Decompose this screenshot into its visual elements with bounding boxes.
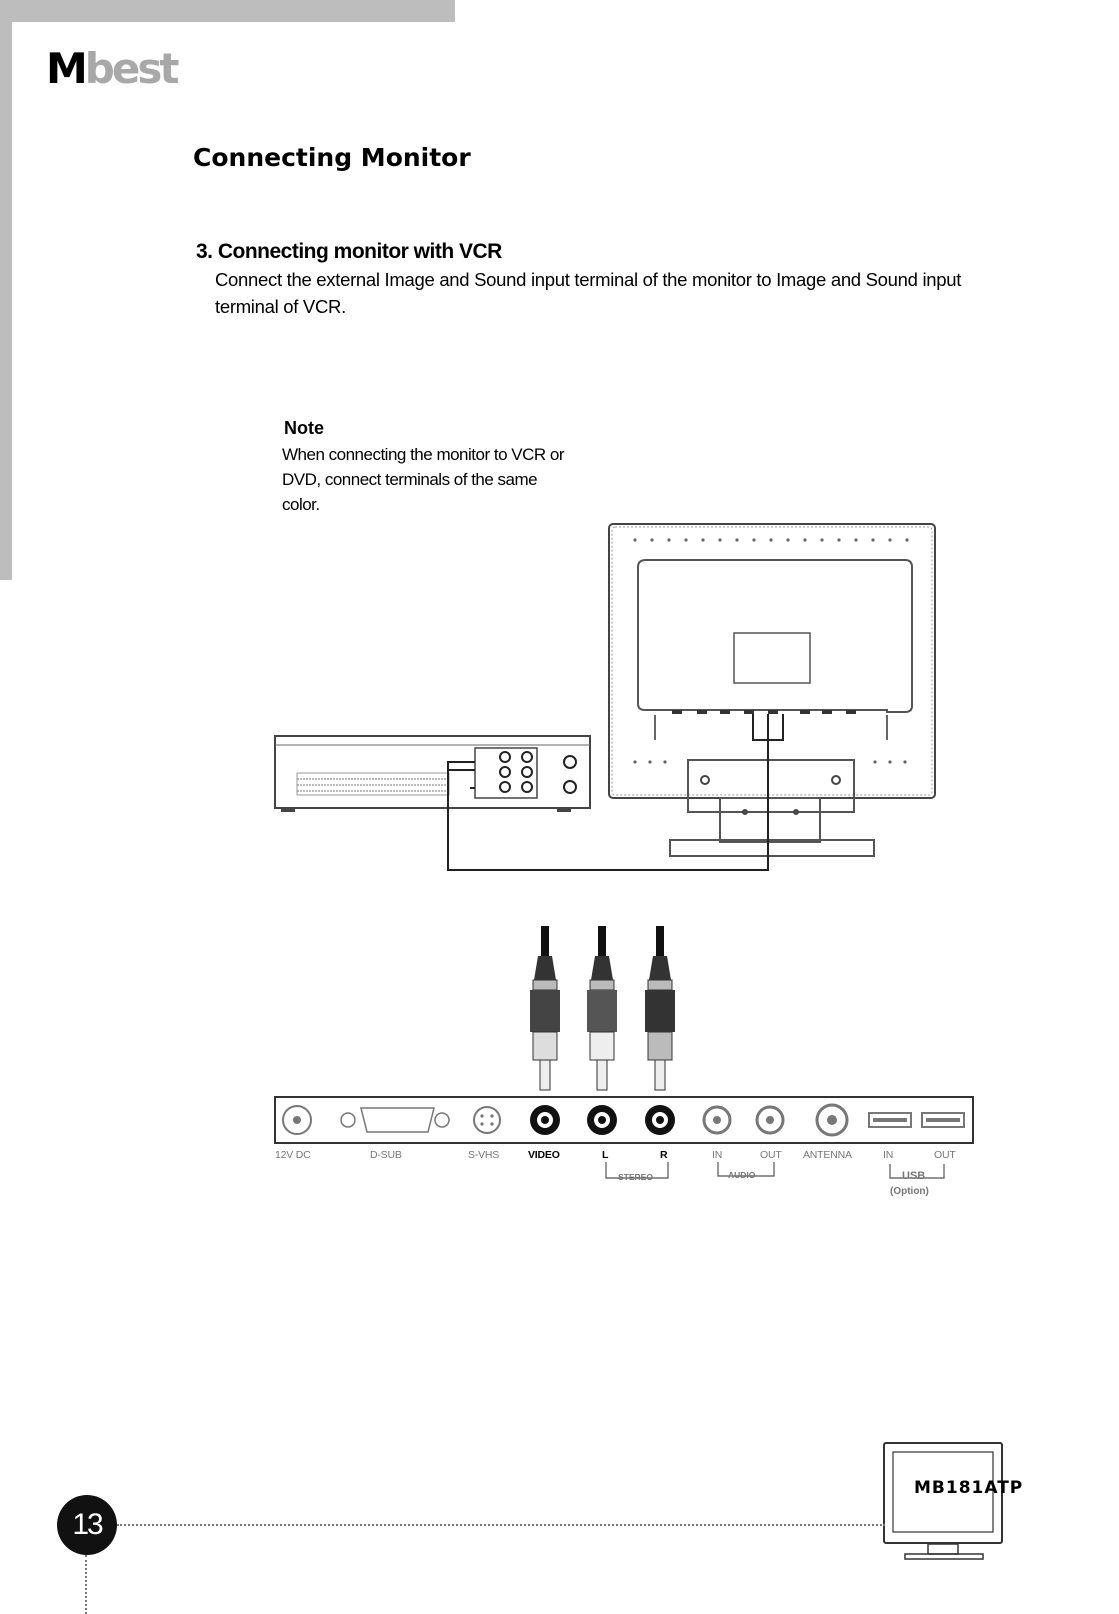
- port-video: [530, 1105, 560, 1135]
- mbest-logo: Mbest: [46, 44, 177, 93]
- usb-group-label: USB: [902, 1170, 926, 1182]
- port-label-usb-in: IN: [883, 1149, 894, 1161]
- port-label-audio-in: IN: [712, 1149, 723, 1161]
- footer-dotted-line: [117, 1524, 885, 1526]
- port-audio-right: [645, 1105, 675, 1135]
- note-body: When connecting the monitor to VCR or DVD, connect terminals of the same color.: [282, 445, 564, 514]
- port-label-s-vhs: S-VHS: [468, 1149, 500, 1161]
- port-label-12v-dc: 12V DC: [275, 1149, 311, 1161]
- port-label-audio-out: OUT: [760, 1149, 782, 1161]
- port-label-video: VIDEO: [528, 1149, 560, 1161]
- note-title: Note: [284, 418, 324, 438]
- section-heading: 3. Connecting monitor with VCR: [196, 240, 502, 263]
- footer-vertical-dotted-line: [85, 1555, 87, 1614]
- port-label-r: R: [660, 1149, 668, 1161]
- model-monitor-icon: [884, 1443, 1002, 1559]
- rca-plug-video: [530, 926, 560, 1090]
- page-number: 13: [57, 1495, 117, 1555]
- port-label-usb-out: OUT: [934, 1149, 956, 1161]
- rca-plug-audio-left: [587, 926, 617, 1090]
- connection-cable: [448, 714, 783, 870]
- port-label-antenna: ANTENNA: [803, 1149, 852, 1161]
- port-label-d-sub: D-SUB: [370, 1149, 402, 1161]
- monitor-rear-illustration: [609, 524, 935, 856]
- section-body: Connect the external Image and Sound input terminal of the monitor to Image and Sound input terminal of VCR.: [215, 269, 962, 317]
- page-title: Connecting Monitor: [193, 143, 471, 172]
- usb-option-note: (Option): [890, 1186, 929, 1197]
- audio-group-label: AUDIO: [728, 1170, 756, 1180]
- vcr-illustration: [275, 736, 590, 812]
- stereo-group-label: STEREO: [618, 1172, 653, 1182]
- monitor-top-dots: [633, 538, 908, 763]
- rca-plug-audio-right: [645, 926, 675, 1090]
- port-label-l: L: [602, 1149, 609, 1161]
- port-audio-left: [587, 1105, 617, 1135]
- model-name: MB181ATP: [914, 1478, 1024, 1498]
